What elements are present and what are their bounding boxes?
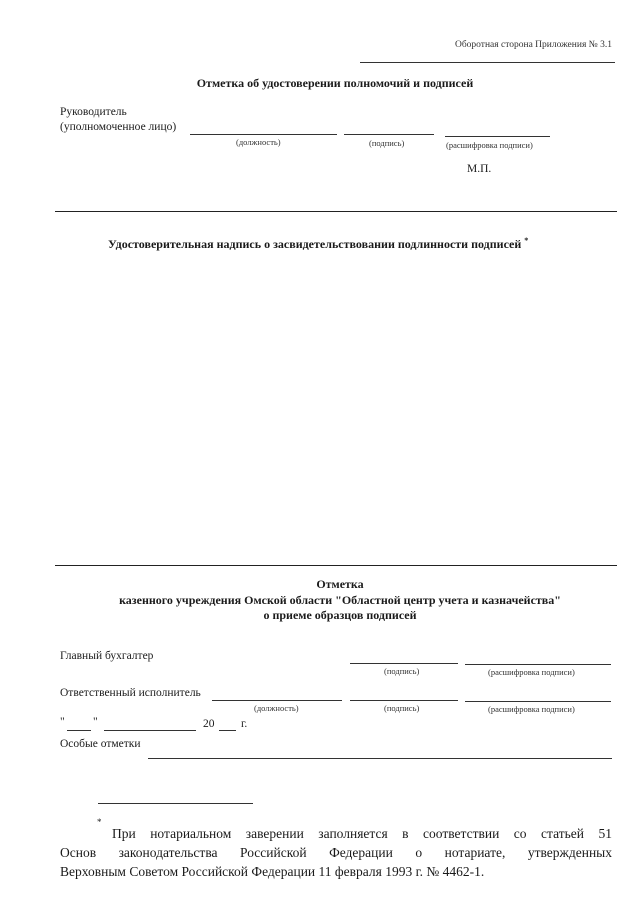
head-decoding-caption: (расшифровка подписи) <box>446 140 533 150</box>
seal-place: М.П. <box>467 163 492 175</box>
responsible-signature-caption: (подпись) <box>384 703 420 713</box>
head-sublabel: (уполномоченное лицо) <box>60 121 177 133</box>
footnote-text <box>60 824 612 881</box>
responsible-decoding-caption: (расшифровка подписи) <box>488 704 575 714</box>
date-quote-close: " <box>93 716 98 728</box>
footnote-line-3: Верховным Советом Российской Федерации 11 февраля 1993 г. № 4462-1. <box>60 864 485 879</box>
chief-decoding-caption: (расшифровка подписи) <box>488 667 575 677</box>
header-rule <box>360 62 615 63</box>
footnote-line-1: При нотариальном заверении заполняется в соответствии со статьей 51 <box>112 826 612 841</box>
date-month-line[interactable] <box>104 730 196 731</box>
section3-title-1: Отметка <box>316 577 364 591</box>
chief-accountant-label: Главный бухгалтер <box>60 650 154 662</box>
section2-title <box>108 236 528 252</box>
responsible-label: Ответственный исполнитель <box>60 687 201 699</box>
section1-title: Отметка об удостоверении полномочий и подписей <box>196 76 474 90</box>
special-marks-line[interactable] <box>148 758 612 759</box>
section2-divider <box>55 565 617 566</box>
responsible-decoding-line[interactable] <box>465 701 611 702</box>
date-quote-open: " <box>60 716 65 728</box>
head-signature-caption: (подпись) <box>369 138 405 148</box>
section3-title-3: о приеме образцов подписей <box>263 608 417 622</box>
responsible-position-caption: (должность) <box>254 703 299 713</box>
date-day-line[interactable] <box>67 730 91 731</box>
date-year-suffix: г. <box>241 718 248 730</box>
appendix-reference: Оборотная сторона Приложения № 3.1 <box>454 40 612 50</box>
date-year-line[interactable] <box>219 730 236 731</box>
footnote-mark: * <box>97 817 102 827</box>
special-marks-label: Особые отметки <box>60 738 141 750</box>
date-year-prefix: 20 <box>203 718 215 730</box>
head-label: Руководитель <box>60 106 127 118</box>
chief-signature-line[interactable] <box>350 663 458 664</box>
section2-title-text: Удостоверительная надпись о засвидетельствовании подлинности подписей <box>108 237 522 251</box>
section2-footnote-mark: * <box>524 236 529 245</box>
head-position-line[interactable] <box>190 134 337 135</box>
footnote-line-2: Основ законодательства Российской Федерации о нотариате, утвержденных <box>60 845 612 860</box>
section1-divider <box>55 211 617 212</box>
chief-decoding-line[interactable] <box>465 664 611 665</box>
head-signature-line[interactable] <box>344 134 434 135</box>
responsible-signature-line[interactable] <box>350 700 458 701</box>
chief-signature-caption: (подпись) <box>384 666 420 676</box>
responsible-position-line[interactable] <box>212 700 342 701</box>
section3-title-2: казенного учреждения Омской области "Областной центр учета и казначейства" <box>119 593 561 607</box>
footnote-separator <box>98 803 253 804</box>
head-position-caption: (должность) <box>236 137 281 147</box>
head-decoding-line[interactable] <box>445 136 550 137</box>
